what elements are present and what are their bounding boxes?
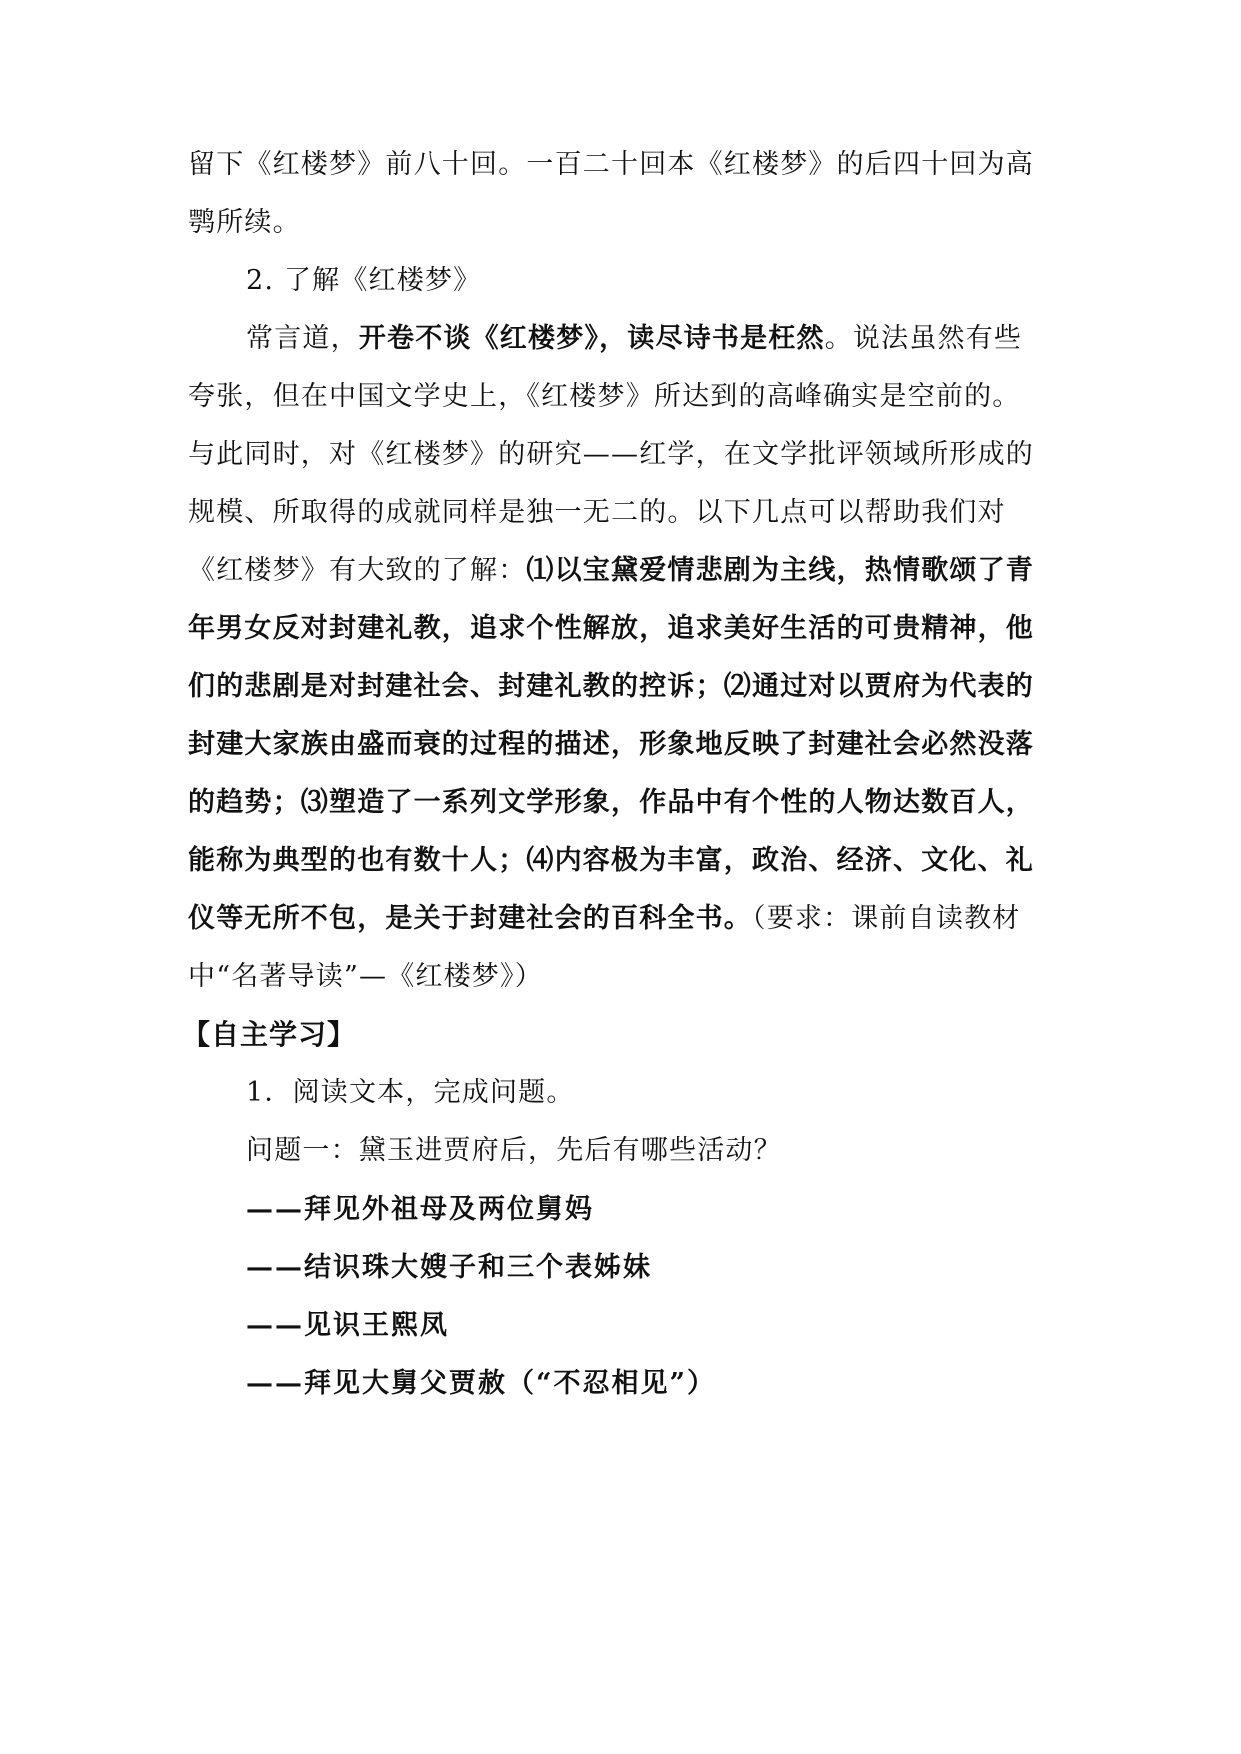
task-1: 1．阅读文本，完成问题。 [246,1077,575,1108]
paragraph-line-12: 中“名著导读”—《红楼梦》） [188,961,543,992]
answer-item-3: ——见识王熙凤 [246,1310,449,1341]
intro-line-2: 鹗所续。 [188,207,301,238]
section-2-title: 2. 了解《红楼梦》 [246,265,482,296]
paragraph-line-1-c: 。说法虽然有些 [824,323,1023,354]
self-study-heading: 【自主学习】 [182,1018,357,1051]
answer-item-1: ——拜见外祖母及两位舅妈 [246,1194,594,1225]
paragraph-line-3: 与此同时，对《红楼梦》的研究——红学，在文学批评领域所形成的 [188,439,1034,470]
paragraph-line-7: 们的悲剧是对封建社会、封建礼教的控诉；⑵通过对以贾府为代表的 [188,671,1034,702]
paragraph-line-8: 封建大家族由盛而衰的过程的描述，形象地反映了封建社会必然没落 [188,729,1034,760]
question-1: 问题一：黛玉进贾府后，先后有哪些活动？ [246,1135,782,1166]
paragraph-line-2: 夸张，但在中国文学史上，《红楼梦》所达到的高峰确实是空前的。 [188,381,1021,412]
paragraph-line-4: 规模、所取得的成就同样是独一无二的。以下几点可以帮助我们对 [188,497,1006,528]
paragraph-line-5 [188,551,1068,591]
intro-line-1: 留下《红楼梦》前八十回。一百二十回本《红楼梦》的后四十回为高 [188,149,1034,180]
proverb-quote: 开卷不谈《红楼梦》，读尽诗书是枉然 [358,323,825,354]
paragraph-line-9: 的趋势；⑶塑造了一系列文学形象，作品中有个性的人物达数百人， [188,787,1034,818]
answer-item-4: ——拜见大舅父贾赦（“不忍相见”） [246,1368,717,1399]
paragraph-line-1 [246,319,1126,359]
paragraph-line-11-b: （要求：课前自读教材 [752,903,1021,934]
paragraph-line-5-a: 《红楼梦》有大致的了解： [188,555,527,586]
paragraph-line-5-b: ⑴以宝黛爱情悲剧为主线，热情歌颂了青 [526,555,1035,586]
paragraph-line-11 [188,899,1068,939]
paragraph-line-10: 能称为典型的也有数十人；⑷内容极为丰富，政治、经济、文化、礼 [188,845,1034,876]
paragraph-line-11-a: 仪等无所不包，是关于封建社会的百科全书。 [188,903,752,934]
answer-item-2: ——结识珠大嫂子和三个表姊妹 [246,1252,652,1283]
paragraph-line-1-a: 常言道， [246,323,359,354]
paragraph-line-6: 年男女反对封建礼教，追求个性解放，追求美好生活的可贵精神，他 [188,613,1034,644]
